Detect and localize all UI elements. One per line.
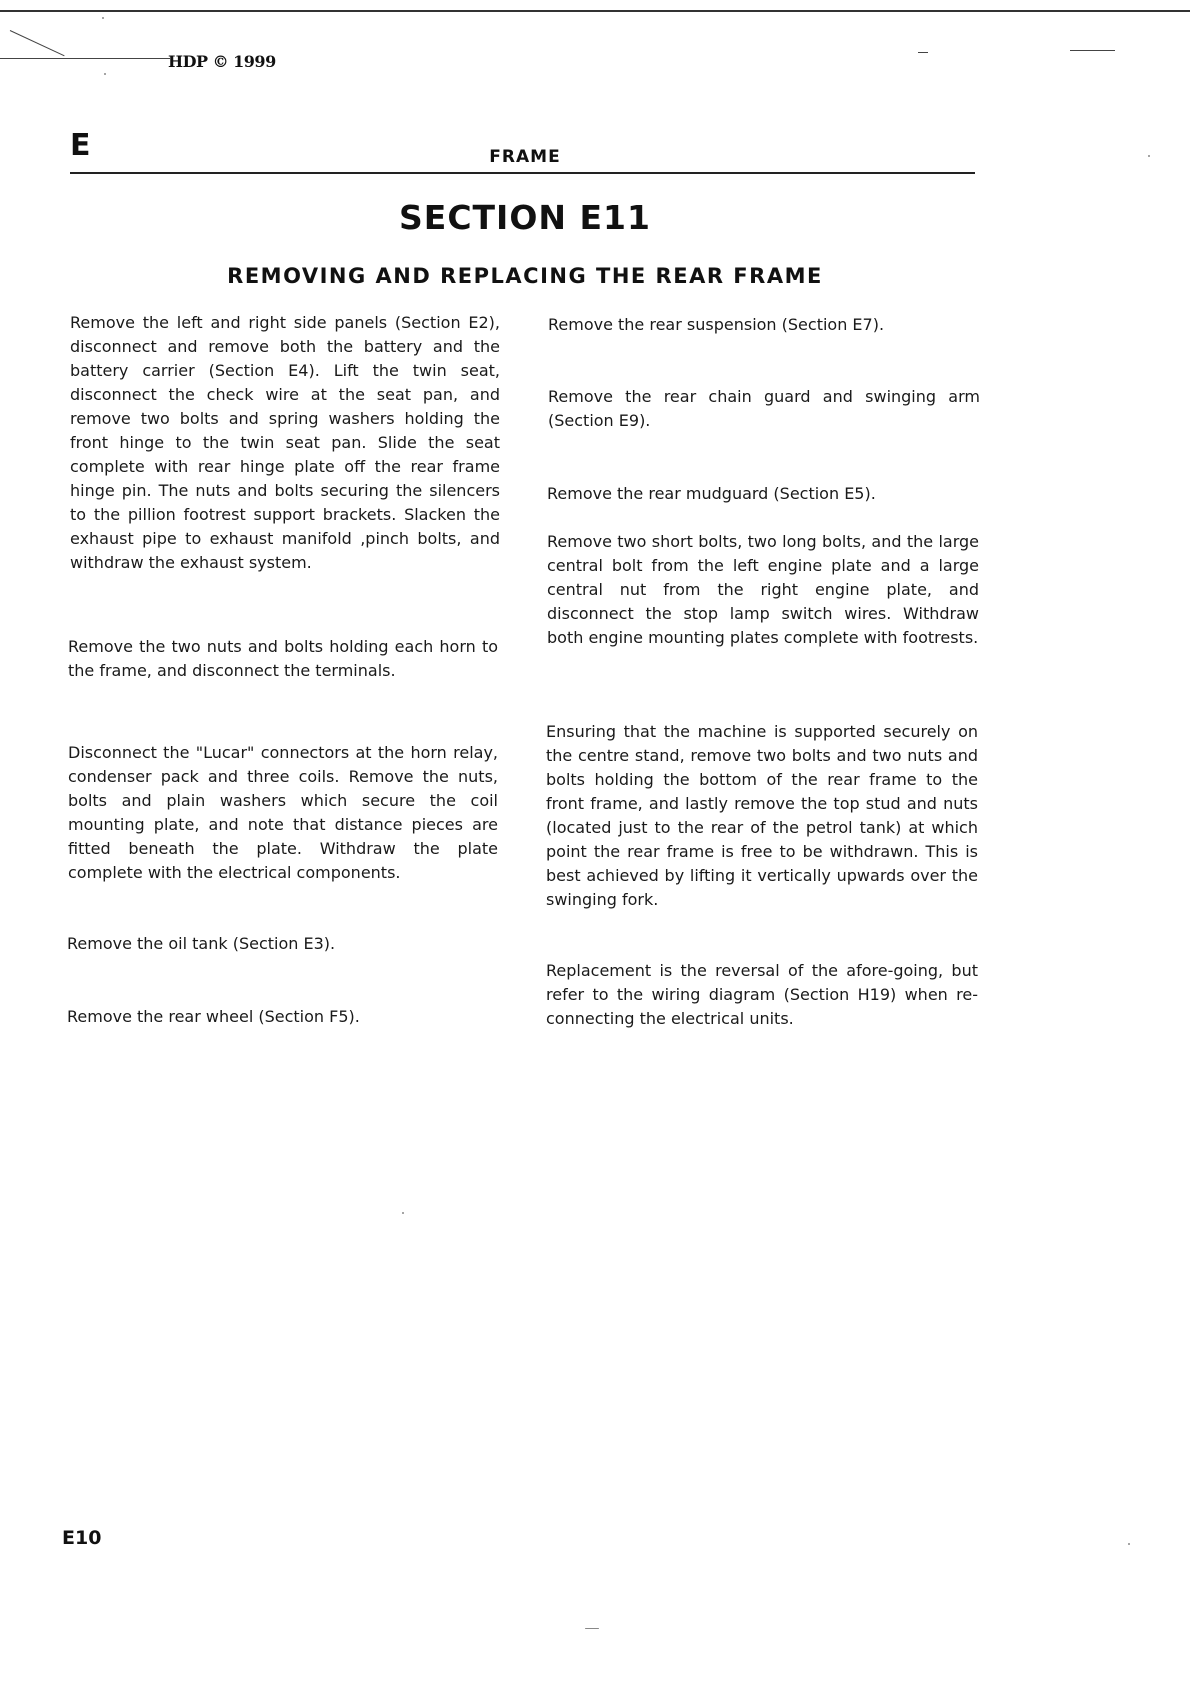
left-paragraph: Remove the rear wheel (Section F5). xyxy=(67,1007,360,1026)
scan-mark xyxy=(918,52,928,53)
right-paragraph: Remove the rear mudguard (Section E5). xyxy=(547,484,876,503)
right-paragraph: Ensuring that the machine is supported securely on the centre stand, remove two bolts and two nuts and bolts holding the bottom of the rear frame to the front frame, and lastly remove the top stud and nuts (located just to the rear of the petrol tank) at which point the rear frame is free to be withdrawn. This is best achieved by lifting it vertically upwards over the swinging fork. xyxy=(546,722,978,909)
scan-top-rule xyxy=(0,10,1190,12)
section-letter: E xyxy=(70,128,91,163)
copyright-mark: HDP © 1999 xyxy=(168,52,276,71)
speck xyxy=(402,1212,404,1214)
left-paragraph: Remove the oil tank (Section E3). xyxy=(67,934,336,953)
left-paragraph: Remove the left and right side panels (Section E2), disconnect and remove both the battery and the battery carrier (Section E4). Lift the twin seat, disconnect the check wire at the seat pan, and remove two bolts and spring washers holding the front hinge to the twin seat pan. Slide the seat complete with rear hinge plate off the rear frame hinge pin. The nuts and bolts securing the silencers to the pillion footrest support brackets. Slacken the exhaust pipe to exhaust manifold ,pinch bolts, and withdraw the exhaust system. xyxy=(70,313,500,572)
speck xyxy=(1128,1543,1130,1545)
chapter-title: FRAME xyxy=(489,147,561,167)
right-paragraph: Remove the rear chain guard and swinging arm (Section E9). xyxy=(548,387,980,430)
section-heading: SECTION E11 xyxy=(399,198,651,237)
right-paragraph: Replacement is the reversal of the afore-going, but refer to the wiring diagram (Section H19) when re-connecting the electrical units. xyxy=(546,961,978,1028)
speck xyxy=(1148,155,1150,157)
right-paragraph: Remove two short bolts, two long bolts, and the large central bolt from the left engine plate and a large central nut from the right engine plate, and disconnect the stop lamp switch wires. Withdraw both engine mounting plates complete with footrests. xyxy=(547,532,979,647)
page-number: E10 xyxy=(62,1527,102,1549)
speck xyxy=(104,73,106,75)
right-paragraph: Remove the rear suspension (Section E7). xyxy=(548,315,885,334)
speck xyxy=(585,1628,599,1629)
section-subheading: REMOVING AND REPLACING THE REAR FRAME xyxy=(227,264,823,288)
header-rule xyxy=(70,172,975,174)
left-paragraph: Remove the two nuts and bolts holding each horn to the frame, and disconnect the terminals. xyxy=(68,637,498,680)
left-paragraph: Disconnect the "Lucar" connectors at the horn relay, condenser pack and three coils. Remove the nuts, bolts and plain washers which secure the coil mounting plate, and note that distance pieces are fitted beneath the plate. Withdraw the plate complete with the electrical components. xyxy=(68,743,498,882)
scan-mark xyxy=(1070,50,1115,51)
scan-mark xyxy=(0,58,170,59)
scan-mark xyxy=(10,30,65,56)
speck xyxy=(102,17,104,19)
